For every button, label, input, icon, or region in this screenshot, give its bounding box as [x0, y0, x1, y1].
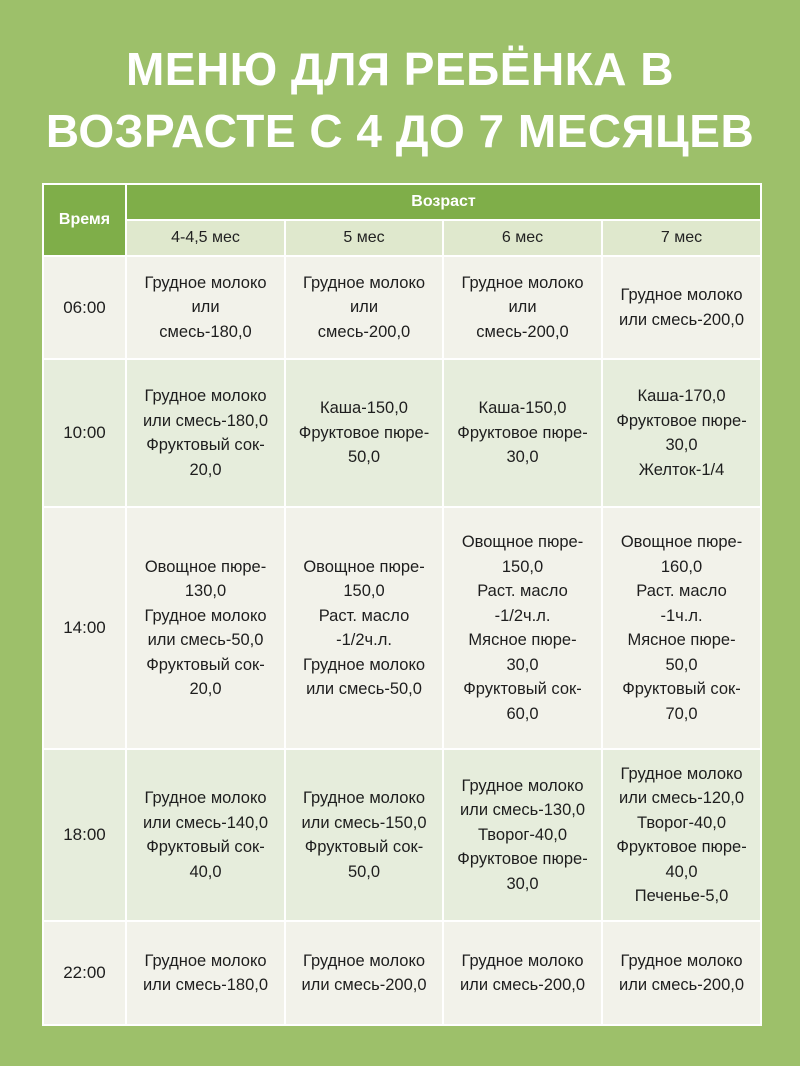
menu-cell-line: или смесь-180,0: [142, 411, 269, 430]
menu-cell-line: Творог-40,0: [477, 825, 568, 844]
menu-cell-line: -1ч.л.: [660, 606, 703, 625]
menu-cell-line: Мясное пюре-: [627, 631, 736, 649]
age-column-header: 7 мес: [602, 220, 761, 256]
menu-cell-line: 50,0: [347, 862, 381, 881]
menu-cell-line: Грудное молоко: [461, 776, 584, 795]
menu-cell: [126, 749, 285, 921]
menu-cell: [126, 256, 285, 359]
menu-cell-line: 70,0: [665, 704, 698, 723]
menu-cell-line: или смесь-200,0: [618, 310, 745, 329]
menu-cell-line: или: [191, 298, 220, 317]
menu-cell-line: Каша-150,0: [320, 399, 408, 418]
menu-cell-line: 30,0: [506, 874, 539, 893]
menu-cell-line: Печенье-5,0: [634, 887, 729, 905]
menu-row: [43, 507, 761, 749]
page-title: [0, 38, 800, 162]
menu-cell-line: 150,0: [343, 582, 385, 600]
menu-cell-line: Овощное пюре-: [461, 533, 584, 551]
menu-cell: [443, 921, 602, 1025]
menu-cell-line: Фруктовое пюре-: [616, 838, 747, 856]
menu-cell: [443, 359, 602, 507]
menu-cell-line: или смесь-50,0: [306, 680, 422, 698]
menu-cell-line: Каша-150,0: [478, 399, 567, 418]
menu-cell-line: Грудное молоко: [620, 951, 743, 970]
menu-cell: [443, 507, 602, 749]
menu-cell: [443, 749, 602, 921]
menu-cell-line: Грудное молоко: [461, 951, 584, 970]
age-column-header: 6 мес: [443, 220, 602, 256]
time-column-header: Время: [43, 184, 126, 256]
menu-cell-line: Желток-1/4: [638, 460, 725, 479]
menu-cell-line: или смесь-200,0: [459, 976, 586, 994]
menu-cell-line: Грудное молоко: [620, 286, 743, 304]
menu-cell: [285, 507, 443, 749]
feeding-time: 18:00: [43, 749, 126, 921]
menu-cell-line: Овощное пюре-: [144, 557, 267, 576]
feeding-menu-table: [42, 183, 762, 1026]
menu-cell-line: или смесь-200,0: [618, 976, 745, 994]
menu-cell-line: -1/2ч.л.: [494, 606, 551, 625]
menu-cell-line: Грудное молоко: [302, 273, 426, 292]
menu-cell-line: 40,0: [665, 862, 698, 881]
menu-cell-line: Грудное молоко: [461, 273, 584, 292]
menu-cell: [285, 921, 443, 1025]
menu-cell-line: Фруктовое пюре-: [616, 411, 747, 430]
menu-cell-line: Грудное молоко: [144, 951, 267, 970]
menu-cell-line: Раст. масло: [318, 606, 410, 625]
menu-cell-line: или: [508, 298, 537, 317]
menu-cell: [443, 256, 602, 359]
feeding-time: 14:00: [43, 507, 126, 749]
menu-cell-line: Фруктовый сок-: [146, 436, 265, 454]
menu-row: [43, 921, 761, 1025]
menu-cell-line: Грудное молоко: [620, 764, 743, 783]
menu-cell-line: 50,0: [665, 655, 698, 674]
menu-cell-line: Грудное молоко: [144, 789, 267, 807]
menu-cell-line: Творог-40,0: [636, 813, 727, 832]
menu-cell-line: Грудное молоко: [302, 789, 426, 807]
menu-cell-line: или смесь-50,0: [147, 631, 264, 649]
menu-cell-line: 50,0: [347, 448, 381, 467]
menu-cell-line: Фруктовый сок-: [146, 655, 265, 674]
menu-cell-line: 60,0: [506, 704, 539, 723]
menu-cell-line: Грудное молоко: [144, 273, 267, 292]
menu-cell-line: Мясное пюре-: [468, 631, 577, 649]
menu-cell-line: Грудное молоко: [144, 606, 267, 625]
menu-cell-line: Каша-170,0: [637, 387, 726, 405]
menu-cell-line: Грудное молоко: [302, 951, 426, 970]
menu-cell-line: Фруктовый сок-: [146, 838, 265, 856]
menu-cell-line: Фруктовое пюре-: [298, 423, 430, 442]
menu-row: [43, 749, 761, 921]
menu-cell-line: Фруктовое пюре-: [457, 423, 588, 442]
menu-cell-line: смесь-200,0: [317, 322, 411, 341]
age-group-header: Возраст: [126, 184, 761, 220]
feeding-time: 22:00: [43, 921, 126, 1025]
menu-cell-line: Фруктовый сок-: [622, 680, 741, 698]
menu-cell-line: или смесь-140,0: [142, 813, 269, 832]
menu-cell-line: Овощное пюре-: [620, 533, 743, 551]
menu-cell-line: или смесь-200,0: [301, 976, 427, 994]
menu-cell: [602, 507, 761, 749]
menu-cell-line: или смесь-120,0: [618, 789, 745, 807]
menu-cell: [126, 359, 285, 507]
menu-cell: [602, 256, 761, 359]
menu-row: [43, 359, 761, 507]
menu-cell-line: 20,0: [189, 460, 222, 479]
menu-cell-line: или смесь-150,0: [301, 813, 427, 832]
title-line-2: ВОЗРАСТЕ С 4 ДО 7 МЕСЯЦЕВ: [45, 105, 755, 157]
menu-cell-line: Грудное молоко: [144, 387, 267, 405]
age-column-header: 4-4,5 мес: [126, 220, 285, 256]
menu-cell-line: смесь-180,0: [159, 322, 252, 341]
menu-cell: [285, 749, 443, 921]
feeding-time: 10:00: [43, 359, 126, 507]
menu-cell-line: или смесь-180,0: [142, 976, 269, 994]
menu-table-body: [43, 256, 761, 1025]
menu-cell: [602, 921, 761, 1025]
menu-cell-line: Грудное молоко: [302, 655, 426, 674]
menu-cell: [126, 507, 285, 749]
title-line-1: МЕНЮ ДЛЯ РЕБЁНКА В: [125, 43, 675, 95]
menu-cell-line: Фруктовый сок-: [463, 680, 582, 698]
menu-cell-line: 160,0: [660, 557, 703, 576]
menu-cell-line: 20,0: [189, 680, 222, 698]
age-column-header: 5 мес: [285, 220, 443, 256]
menu-cell-line: 40,0: [189, 862, 222, 881]
menu-cell-line: Фруктовый сок-: [304, 838, 424, 856]
menu-cell-line: Раст. масло: [636, 582, 727, 600]
menu-cell-line: 30,0: [506, 655, 539, 674]
menu-cell-line: смесь-200,0: [476, 322, 569, 341]
menu-cell: [126, 921, 285, 1025]
menu-cell-line: или смесь-130,0: [459, 801, 586, 820]
menu-cell-line: 130,0: [184, 582, 227, 600]
menu-cell: [602, 359, 761, 507]
menu-row: [43, 256, 761, 359]
menu-cell-line: Раст. масло: [477, 582, 568, 600]
menu-cell-line: Фруктовое пюре-: [457, 850, 588, 869]
menu-cell-line: 150,0: [501, 557, 544, 576]
menu-cell-line: или: [349, 298, 379, 317]
feeding-time: 06:00: [43, 256, 126, 359]
menu-cell-line: -1/2ч.л.: [336, 631, 392, 649]
menu-cell-line: 30,0: [506, 448, 539, 467]
menu-cell: [285, 256, 443, 359]
menu-cell: [602, 749, 761, 921]
menu-cell: [285, 359, 443, 507]
menu-cell-line: Овощное пюре-: [303, 557, 425, 576]
menu-cell-line: 30,0: [665, 436, 698, 454]
